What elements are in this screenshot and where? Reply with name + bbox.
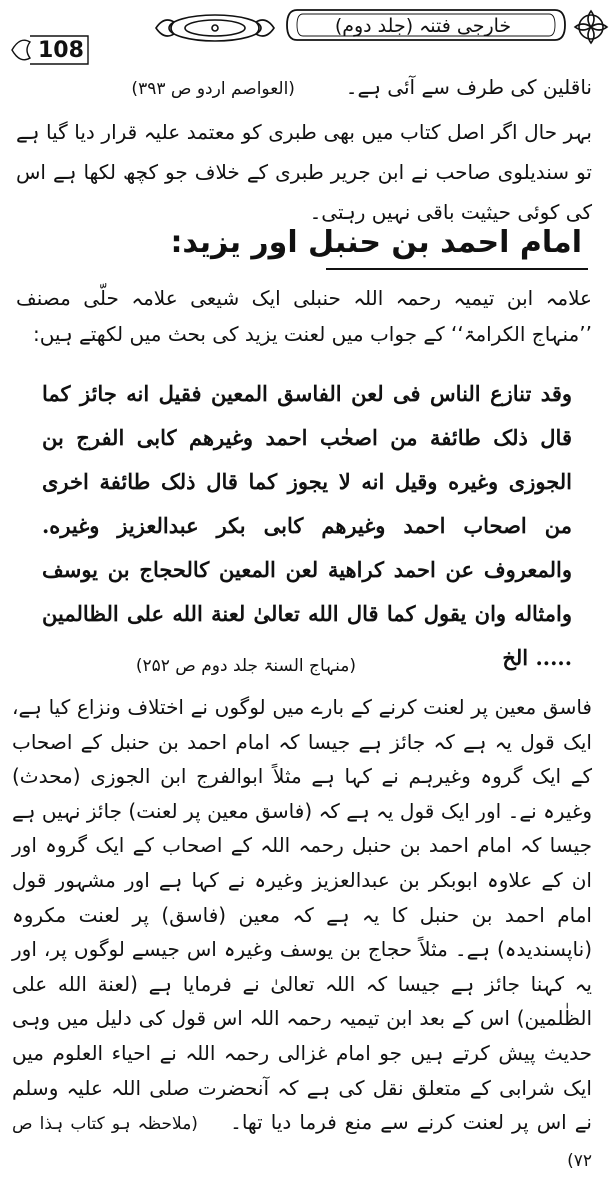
- page-number: 108: [38, 38, 84, 63]
- running-title: خارجی فتنہ (جلد دوم): [334, 15, 512, 37]
- opening-line-reference: (العواصم اردو ص ۳۹۳): [131, 79, 295, 99]
- paragraph-1: بہر حال اگر اصل کتاب میں بھی طبری کو معتمد علیہ قرار دیا گیا ہے تو سندیلوی صاحب نے ابن جریر طبری کے خلاف جو کچھ لکھا ہے اس کی کوئی حیثیت باقی نہیں رہتی۔: [16, 120, 592, 224]
- urdu-translation-reference: (ملاحظہ ہو کتاب ہذا ص ۷۲): [12, 1114, 592, 1171]
- title-frame-icon: [283, 6, 569, 44]
- opening-line-text: ناقلین کی طرف سے آئی ہے۔: [345, 75, 592, 99]
- ornament-right-icon: [572, 8, 610, 46]
- intro-paragraph: علامہ ابن تیمیہ رحمہ اللہ حنبلی ایک شیعی علامہ حلّی مصنف ’’منہاج الکرامۃ‘‘ کے جواب میں لعنت یزید کی بحث میں لکھتے ہیں:: [16, 286, 592, 346]
- section-heading: امام احمد بن حنبل اور یزید:: [170, 225, 582, 260]
- opening-line: [32, 72, 592, 104]
- urdu-translation-text: فاسق معین پر لعنت کرنے کے بارے میں لوگوں نے اختلاف ونزاع کیا ہے، ایک قول یہ ہے کہ جائز ہے جیسا کہ امام احمد بن حنبل کے اصحاب کے ایک گروہ وغیرہم نے کہا ہے مثلاً ابوالفرج ابن الجوزی (محدث) وغیرہ نے۔ اور ایک قول یہ ہے کہ (فاسق معین پر لعنت) جائز نہیں ہے جیسا کہ امام احمد بن حنبل رحمہ اللہ کے اصحاب کے ایک گروہ اور ان کے علاوہ ابوبکر بن عبدالعزیز وغیرہ نے کہا ہے اور مشہور قول امام احمد بن حنبل کا یہ ہے کہ معین (فاسق) پر لعنت مکروہ (ناپسندیدہ) ہے۔ مثلاً حجاج بن یوسف وغیرہ اس جیسے لوگوں پر، اور یہ کہنا جائز ہے جیسا کہ اللہ تعالیٰ نے فرمایا ہے (لعنة الله علی الظٰلمین) اس کے بعد ابن تیمیہ رحمہ اللہ اس قول کی دلیل میں وہی حدیث پیش کرتے ہیں جو امام غزالی رحمہ اللہ نے احیاء العلوم میں ایک شرابی کے متعلق نقل کی ہے کہ آنحضرت صلی اللہ علیہ وسلم نے اس پر لعنت کرنے سے منع فرما دیا تھا۔: [12, 695, 592, 1135]
- ornament-left-icon: [150, 10, 280, 46]
- arabic-quotation-reference: (منہاج السنۃ جلد دوم ص ۲۵۲): [135, 656, 356, 676]
- heading-underline: [326, 268, 588, 270]
- page-header: [0, 0, 616, 70]
- page-number-badge: [8, 30, 92, 70]
- urdu-translation: [12, 690, 592, 1178]
- arabic-quotation: وقد تنازع الناس فی لعن الفاسق المعین فقیل انه جائز کما قال ذلک طائفة من اصحٰب احمد وغیرهم کابی الفرج بن الجوزی وغیره وقیل انه لا یجوز کما قال ذلک طائفة اخری من اصحاب احمد وغیرهم کابی بکر عبدالعزیز وغیره. والمعروف عن احمد کراهیة لعن المعین کالحجاج بن یوسف وامثاله وان یقول کما قال الله تعالیٰ لعنة الله علی الظالمین ..... الخ: [42, 381, 572, 670]
